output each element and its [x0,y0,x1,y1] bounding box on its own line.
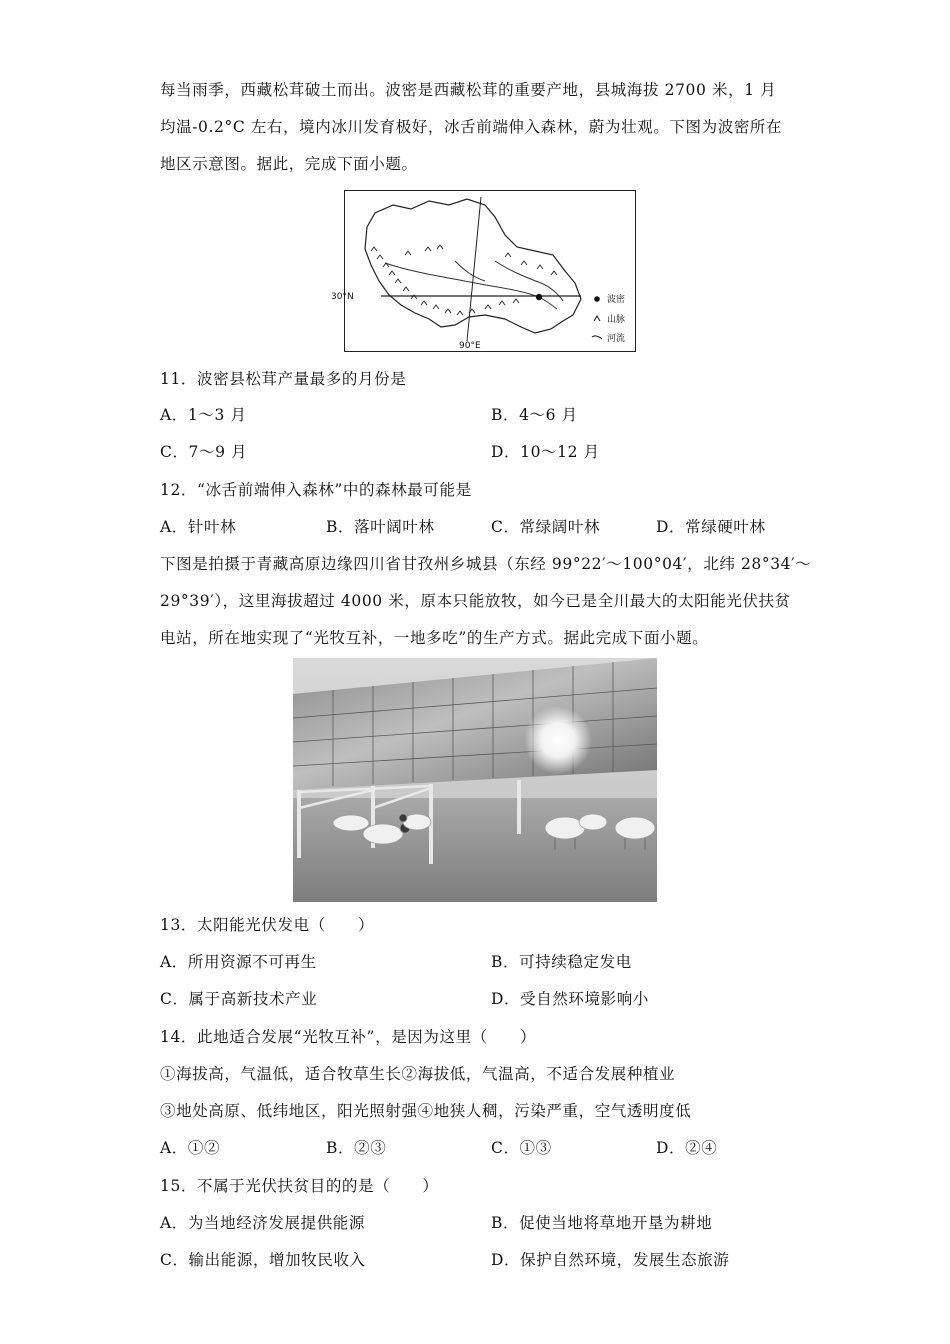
photo-drawing [293,658,657,902]
legend-mountain-icon [594,316,600,321]
q13-stem: 13．太阳能光伏发电（ ） [160,916,375,934]
lon-label: 90°E [459,341,481,351]
q14-option-c: C．①③ [491,1139,552,1157]
q11-stem: 11．波密县松茸产量最多的月份是 [160,370,407,388]
q15-option-b: B．促使当地将草地开垦为耕地 [491,1214,713,1232]
q11-option-b: B．4～6 月 [491,406,578,424]
q15-stem: 15．不属于光伏扶贫目的的是（ ） [160,1177,439,1195]
q15-option-d: D．保护自然环境，发展生态旅游 [491,1251,730,1269]
q11-option-d: D．10～12 月 [491,443,600,461]
q12-option-c: C．常绿阔叶林 [491,518,601,536]
sun-glare [524,706,592,774]
q13-option-d: D．受自然环境影响小 [491,990,649,1008]
q13-option-b: B．可持续稳定发电 [491,953,632,971]
legend-river: 河流 [607,334,626,344]
legend-bomi: 波密 [607,295,626,305]
q12-option-b: B．落叶阔叶林 [326,518,435,536]
intro-line-3: 地区示意图。据此，完成下面小题。 [160,155,418,173]
passage2-line-1: 下图是拍摄于青藏高原边缘四川省甘孜州乡城县（东经 99°22′～100°04′，北纬 28°34′～ [160,555,812,573]
q15-option-a: A．为当地经济发展提供能源 [160,1214,365,1232]
q15-option-c: C．输出能源，增加牧民收入 [160,1251,366,1269]
q14-option-d: D．②④ [656,1139,718,1157]
legend-dot-icon [594,296,600,302]
bomi-point [536,294,542,300]
q14-stem: 14．此地适合发展“光牧互补”，是因为这里（ ） [160,1028,537,1046]
plateau-outline [365,199,581,333]
legend-river-icon [592,336,602,339]
q14-statements-2: ③地处高原、低纬地区，阳光照射强④地狭人稠，污染严重，空气透明度低 [160,1102,692,1120]
legend-mountain: 山脉 [607,315,626,325]
passage2-line-3: 电站，所在地实现了“光牧互补，一地多吃”的生产方式。据此完成下面小题。 [160,629,709,647]
q14-option-a: A．①② [160,1139,221,1157]
mountain-symbols [371,245,557,315]
river-2 [495,261,563,301]
intro-line-2: 均温-0.2°C 左右，境内冰川发育极好，冰舌前端伸入森林，蔚为壮观。下图为波密所在 [160,118,783,136]
q12-option-d: D．常绿硬叶林 [656,518,766,536]
q11-option-a: A．1～3 月 [160,406,247,424]
meridian-90e [467,197,481,341]
map-drawing [331,191,635,351]
q12-stem: 12．“冰舌前端伸入森林”中的森林最可能是 [160,481,472,499]
q14-option-b: B．②③ [326,1139,387,1157]
q13-option-a: A．所用资源不可再生 [160,953,317,971]
q12-option-a: A．针叶林 [160,518,237,536]
q13-option-c: C．属于高新技术产业 [160,990,318,1008]
q11-option-c: C．7～9 月 [160,443,248,461]
river-3 [455,261,485,281]
lat-label: 30°N [331,292,354,302]
grassland [293,798,657,902]
passage2-line-2: 29°39′），这里海拔超过 4000 米，原本只能放牧，如今已是全川最大的太阳能光伏扶贫 [160,592,791,610]
bomi-region-map [331,190,636,352]
solar-panel-sheep-photo [293,658,657,902]
q14-statements-1: ①海拔高，气温低，适合牧草生长②海拔低，气温高，不适合发展种植业 [160,1065,676,1083]
intro-line-1: 每当雨季，西藏松茸破土而出。波密是西藏松茸的重要产地，县城海拔 2700 米，1 月 [160,81,777,99]
